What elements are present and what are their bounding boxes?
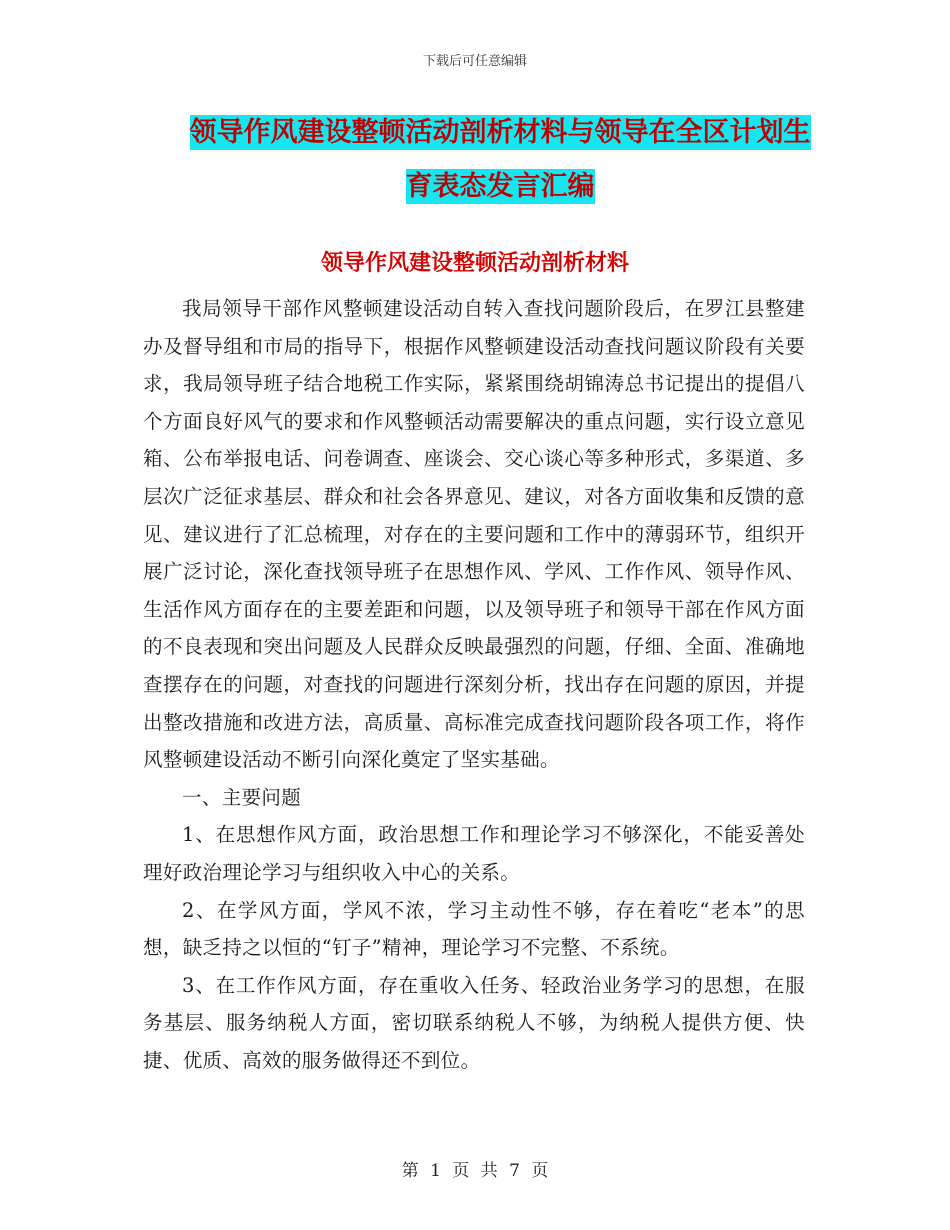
paragraph-item-1: 1、在思想作风方面，政治思想工作和理论学习不够深化，不能妥善处理好政治理论学习与组织收入中心的关系。 xyxy=(143,823,805,884)
paragraph-heading-main-problems: 一、主要问题 xyxy=(182,785,302,809)
page-footer: 第 1 页 共 7 页 xyxy=(401,1161,549,1181)
paragraph-item-3: 3、在工作作风方面，存在重收入任务、轻政治业务学习的思想，在服务基层、服务纳税人方面，密切联系纳税人不够，为纳税人提供方便、快捷、优质、高效的服务做得还不到位。 xyxy=(143,973,805,1072)
header-note: 下载后可任意编辑 xyxy=(422,54,527,69)
paragraph-intro: 我局领导干部作风整顿建设活动自转入查找问题阶段后，在罗江县整建办及督导组和市局的指导下，根据作风整顿建设活动查找问题议阶段有关要求，我局领导班子结合地税工作实际，紧紧围绕胡锦涛总书记提出的提倡八个方面良好风气的要求和作风整顿活动需要解决的重点问题，实行设立意见箱、公布举报电话、问卷调查、座谈会、交心谈心等多种形式，多渠道、多层次广泛征求基层、群众和社会各界意见、建议，对各方面收集和反馈的意见、建议进行了汇总梳理，对存在的主要问题和工作中的薄弱环节，组织开展广泛讨论，深化查找领导班子在思想作风、学风、工作作风、领导作风、生活作风方面存在的主要差距和问题，以及领导班子和领导干部在作风方面的不良表现和突出问题及人民群众反映最强烈的问题，仔细、全面、准确地查摆存在的问题，对查找的问题进行深刻分析，找出存在问题的原因，并提出整改措施和改进方法，高质量、高标准完成查找问题阶段各项工作，将作风整顿建设活动不断引向深化奠定了坚实基础。 xyxy=(143,297,805,772)
paragraph-item-2: 2、在学风方面，学风不浓，学习主动性不够，存在着吃“老本”的思想，缺乏持之以恒的“钉子”精神，理论学习不完整、不系统。 xyxy=(143,898,805,960)
document-title-line-2: 育表态发言汇编 xyxy=(405,171,595,202)
section-title: 领导作风建设整顿活动剖析材料 xyxy=(320,251,629,276)
document-title-line-1: 领导作风建设整顿活动剖析材料与领导在全区计划生 xyxy=(189,117,811,148)
body-text xyxy=(143,290,805,1079)
document-title xyxy=(130,106,870,214)
